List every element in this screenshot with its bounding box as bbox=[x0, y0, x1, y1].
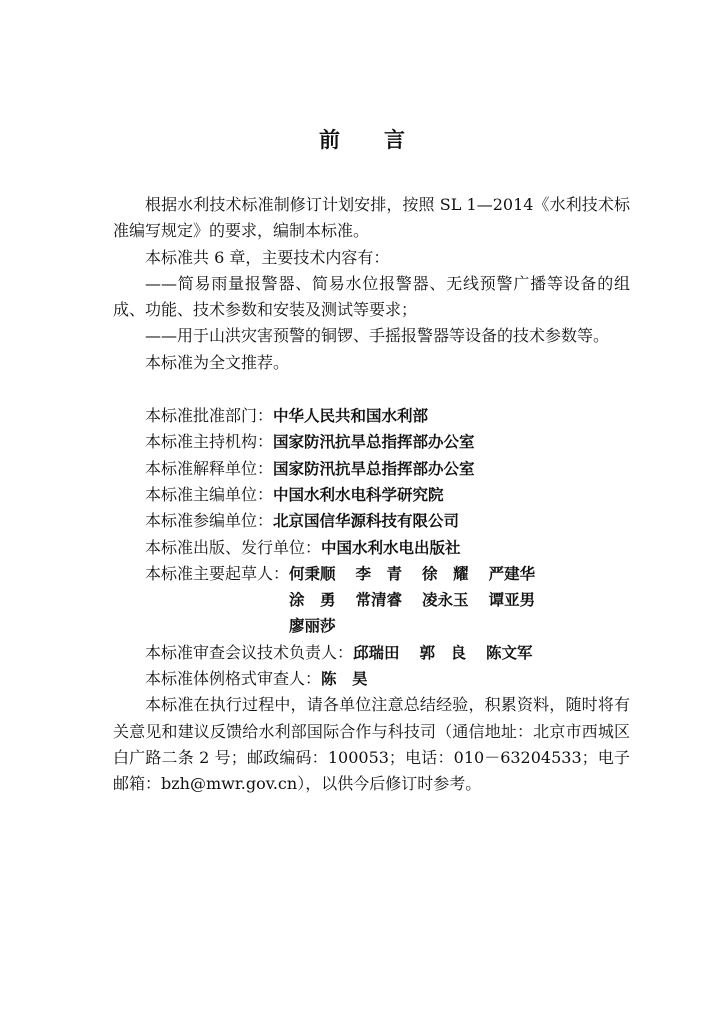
drafter-name: 常清睿 bbox=[355, 591, 403, 610]
info-value: 国家防汛抗旱总指挥部办公室 bbox=[273, 433, 475, 452]
info-value: 国家防汛抗旱总指挥部办公室 bbox=[273, 459, 475, 478]
review-format bbox=[113, 666, 630, 692]
drafters-label: 本标准主要起草人： bbox=[145, 563, 290, 583]
drafter-name: 严建华 bbox=[488, 564, 536, 583]
reviewer-name: 邱瑞田 bbox=[353, 643, 400, 662]
drafter-name: 凌永玉 bbox=[422, 591, 469, 610]
info-label: 本标准出版、发行单位： bbox=[145, 537, 322, 557]
info-approver bbox=[113, 403, 630, 429]
reviewer-name: 陈 昊 bbox=[321, 670, 368, 689]
intro-paragraph: 根据水利技术标准制修订计划安排，按照 SL 1—2014《水利技术标准编写规定》的要求，编制本标准。 bbox=[113, 195, 630, 241]
info-label: 本标准参编单位： bbox=[145, 511, 274, 531]
review-label: 本标准体例格式审查人： bbox=[145, 669, 322, 689]
info-value: 中国水利水电科学研究院 bbox=[273, 485, 444, 504]
info-label: 本标准主持机构： bbox=[145, 432, 274, 452]
info-value: 北京国信华源科技有限公司 bbox=[273, 512, 460, 531]
info-label: 本标准解释单位： bbox=[145, 458, 274, 478]
info-label: 本标准主编单位： bbox=[145, 484, 274, 504]
drafters-names bbox=[289, 561, 555, 640]
info-value: 中国水利水电出版社 bbox=[321, 538, 461, 557]
reviewer-name: 郭 良 bbox=[419, 643, 467, 662]
recommendation-paragraph: 本标准为全文推荐。 bbox=[145, 352, 290, 372]
content-item-2: ——用于山洪灾害预警的铜锣、手摇报警器等设备的技术参数等。 bbox=[145, 326, 610, 346]
document-body bbox=[113, 192, 630, 798]
drafter-name: 谭亚男 bbox=[488, 591, 536, 610]
title-left: 前 bbox=[319, 128, 340, 152]
info-label: 本标准批准部门： bbox=[145, 406, 274, 426]
drafter-name: 何秉顺 bbox=[289, 564, 336, 583]
drafter-name: 李 青 bbox=[355, 564, 403, 583]
drafter-name: 涂 勇 bbox=[289, 591, 336, 610]
review-tech-lead bbox=[113, 640, 630, 666]
title-right: 言 bbox=[384, 128, 405, 152]
drafter-name: 廖丽莎 bbox=[289, 617, 336, 636]
info-participant bbox=[113, 508, 630, 534]
info-publisher bbox=[113, 535, 630, 561]
drafter-name: 徐 耀 bbox=[422, 564, 469, 583]
chapters-paragraph: 本标准共 6 章，主要技术内容有： bbox=[145, 247, 390, 267]
reviewer-name: 陈文军 bbox=[486, 643, 533, 662]
drafters-row bbox=[113, 561, 630, 640]
review-label: 本标准审查会议技术负责人： bbox=[145, 642, 354, 662]
info-chief-editor bbox=[113, 482, 630, 508]
info-value: 中华人民共和国水利部 bbox=[273, 407, 429, 426]
closing-paragraph: 本标准在执行过程中，请各单位注意总结经验，积累资料，随时将有关意见和建议反馈给水利部国际合作与科技司（通信地址：北京市西城区白广路二条 2 号；邮政编码：100053；电话：010－63204533；电子邮箱：bzh@mwr.gov.cn），以供今后修订时参考。 bbox=[113, 695, 630, 794]
info-host bbox=[113, 429, 630, 455]
page-title bbox=[0, 124, 724, 154]
info-interpreter bbox=[113, 456, 630, 482]
content-item-1: ——简易雨量报警器、简易水位报警器、无线预警广播等设备的组成、功能、技术参数和安装及测试等要求； bbox=[113, 273, 630, 320]
